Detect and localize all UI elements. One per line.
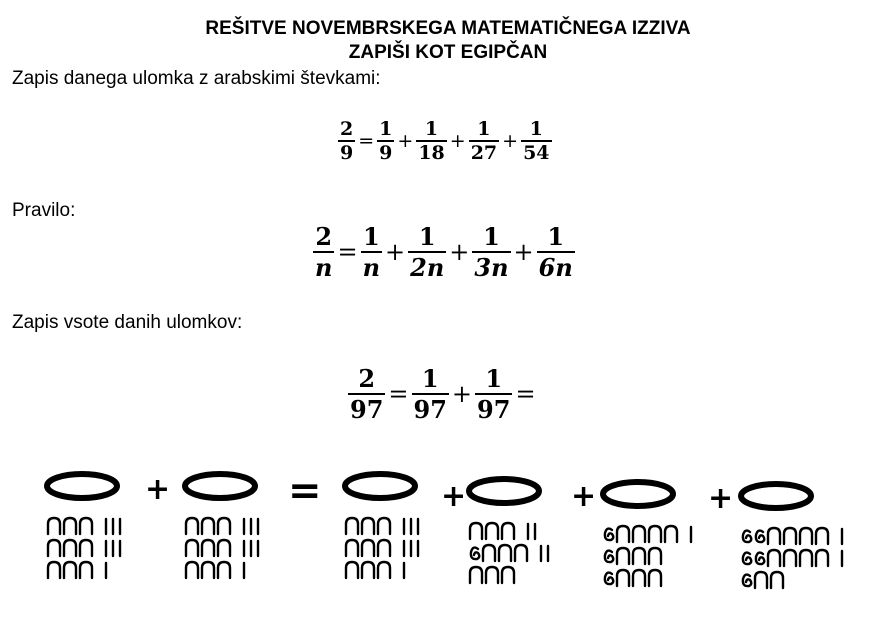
heel-bone-icon — [771, 572, 783, 588]
heel-bone-icon — [768, 550, 780, 566]
heel-bone-icon — [502, 567, 514, 583]
heel-bone-icon — [486, 523, 498, 539]
page-title: REŠITVE NOVEMBRSKEGA MATEMATIČNEGA IZZIVA — [205, 18, 691, 39]
heel-bone-icon — [378, 562, 390, 578]
heel-bone-icon — [362, 540, 374, 556]
coil-icon — [743, 531, 751, 543]
numerator: 2 — [315, 222, 333, 251]
fraction-term — [537, 222, 575, 282]
section2-label: Pravilo: — [12, 200, 76, 221]
heel-bone-icon — [202, 562, 214, 578]
hieroglyph-fraction-icon — [466, 475, 596, 615]
heel-bone-icon — [649, 548, 661, 564]
fraction-term — [361, 222, 382, 282]
plus-sign: + — [451, 380, 473, 408]
mouth-sign-icon — [741, 484, 811, 508]
heel-bone-icon — [486, 567, 498, 583]
denominator: n — [315, 253, 333, 282]
numerator: 1 — [485, 364, 503, 393]
denominator: 18 — [418, 142, 445, 164]
heel-bone-icon — [665, 526, 677, 542]
heel-bone-icon — [470, 567, 482, 583]
equals-sign: = — [388, 380, 409, 408]
equation-rule — [313, 222, 575, 282]
fraction-term — [408, 222, 446, 282]
coil-icon — [605, 573, 613, 585]
denominator: n — [362, 253, 381, 282]
fraction-lhs — [313, 222, 334, 282]
heel-bone-icon — [362, 562, 374, 578]
denominator: 54 — [523, 142, 550, 164]
denominator: 9 — [379, 142, 393, 164]
heel-bone-icon — [346, 540, 358, 556]
numerator: 1 — [477, 118, 491, 140]
denominator: 97 — [413, 395, 447, 424]
numerator: 2 — [358, 364, 376, 393]
heel-bone-icon — [362, 518, 374, 534]
numerator: 1 — [529, 118, 543, 140]
heel-bone-icon — [48, 540, 60, 556]
denominator: 3n — [474, 253, 509, 282]
mouth-sign-icon — [469, 479, 539, 503]
heel-bone-icon — [80, 540, 92, 556]
hiero-plus-sign: + — [441, 479, 467, 514]
coil-icon — [605, 529, 613, 541]
heel-bone-icon — [218, 562, 230, 578]
heel-bone-icon — [80, 562, 92, 578]
section3-label: Zapis vsote danih ulomkov: — [12, 312, 243, 333]
coil-icon — [605, 551, 613, 563]
heel-bone-icon — [784, 528, 796, 544]
equation-arabic — [338, 118, 552, 164]
coil-icon — [743, 575, 751, 587]
denominator: 97 — [350, 395, 384, 424]
denominator: 9 — [340, 142, 354, 164]
fraction-lhs — [338, 118, 355, 164]
equals-sign: = — [337, 238, 358, 266]
mouth-sign-icon — [345, 474, 415, 498]
numerator: 1 — [421, 364, 439, 393]
numerator: 1 — [424, 118, 439, 140]
coil-icon — [743, 553, 751, 565]
heel-bone-icon — [64, 540, 76, 556]
hiero-plus-sign: + — [708, 481, 734, 516]
heel-bone-icon — [816, 550, 828, 566]
plus-sign: + — [513, 238, 534, 266]
heel-bone-icon — [816, 528, 828, 544]
heel-bone-icon — [186, 518, 198, 534]
heel-bone-icon — [800, 550, 812, 566]
numerator: 1 — [379, 118, 393, 140]
hiero-plus-sign: + — [145, 472, 171, 507]
fraction-term — [469, 118, 499, 164]
heel-bone-icon — [515, 545, 527, 561]
heel-bone-icon — [64, 562, 76, 578]
plus-sign: + — [502, 130, 519, 152]
heel-bone-icon — [502, 523, 514, 539]
hieroglyph-fraction-icon — [342, 470, 472, 610]
hieroglyph-fraction-icon — [44, 470, 174, 610]
heel-bone-icon — [649, 526, 661, 542]
heel-bone-icon — [186, 562, 198, 578]
heel-bone-icon — [202, 540, 214, 556]
fraction-term — [475, 364, 512, 424]
numerator: 2 — [340, 118, 354, 140]
fraction-term — [412, 364, 449, 424]
heel-bone-icon — [378, 518, 390, 534]
hiero-plus-sign: + — [571, 479, 597, 514]
denominator: 97 — [477, 395, 511, 424]
heel-bone-icon — [633, 526, 645, 542]
plus-sign: + — [385, 238, 406, 266]
denominator: 27 — [470, 142, 498, 164]
fraction-lhs — [348, 364, 385, 424]
heel-bone-icon — [48, 518, 60, 534]
plus-sign: + — [449, 130, 466, 152]
heel-bone-icon — [800, 528, 812, 544]
plus-sign: + — [449, 238, 470, 266]
heel-bone-icon — [499, 545, 511, 561]
plus-sign: + — [397, 130, 414, 152]
heel-bone-icon — [378, 540, 390, 556]
numerator: 1 — [547, 222, 565, 251]
numerator: 1 — [483, 222, 500, 251]
heel-bone-icon — [768, 528, 780, 544]
hieroglyph-fraction-icon — [182, 470, 312, 610]
equals-sign: = — [358, 130, 375, 152]
heel-bone-icon — [755, 572, 767, 588]
heel-bone-icon — [633, 548, 645, 564]
section1-label: Zapis danega ulomka z arabskimi števkami: — [12, 68, 381, 89]
fraction-term — [377, 118, 394, 164]
heel-bone-icon — [784, 550, 796, 566]
denominator: 2n — [410, 253, 445, 282]
heel-bone-icon — [64, 518, 76, 534]
heel-bone-icon — [483, 545, 495, 561]
heel-bone-icon — [649, 570, 661, 586]
mouth-sign-icon — [603, 482, 673, 506]
heel-bone-icon — [48, 562, 60, 578]
hieroglyph-fraction-icon — [600, 478, 730, 618]
denominator: 6n — [538, 253, 573, 282]
heel-bone-icon — [617, 570, 629, 586]
numerator: 1 — [362, 222, 380, 251]
coil-icon — [756, 553, 764, 565]
heel-bone-icon — [186, 540, 198, 556]
fraction-term — [416, 118, 446, 164]
mouth-sign-icon — [185, 474, 255, 498]
equation-sum — [348, 364, 539, 424]
mouth-sign-icon — [47, 474, 117, 498]
fraction-term — [472, 222, 510, 282]
heel-bone-icon — [470, 523, 482, 539]
heel-bone-icon — [80, 518, 92, 534]
hieroglyph-fraction-icon — [738, 480, 868, 620]
coil-icon — [756, 531, 764, 543]
fraction-term — [521, 118, 551, 164]
heel-bone-icon — [346, 562, 358, 578]
hiero-equals-sign: = — [288, 468, 322, 514]
heel-bone-icon — [202, 518, 214, 534]
heel-bone-icon — [633, 570, 645, 586]
heel-bone-icon — [346, 518, 358, 534]
heel-bone-icon — [218, 518, 230, 534]
page-subtitle: ZAPIŠI KOT EGIPČAN — [348, 42, 548, 63]
trailing-equals-sign: = — [515, 380, 536, 408]
numerator: 1 — [418, 222, 436, 251]
heel-bone-icon — [617, 548, 629, 564]
heel-bone-icon — [218, 540, 230, 556]
coil-icon — [471, 548, 479, 560]
heel-bone-icon — [617, 526, 629, 542]
